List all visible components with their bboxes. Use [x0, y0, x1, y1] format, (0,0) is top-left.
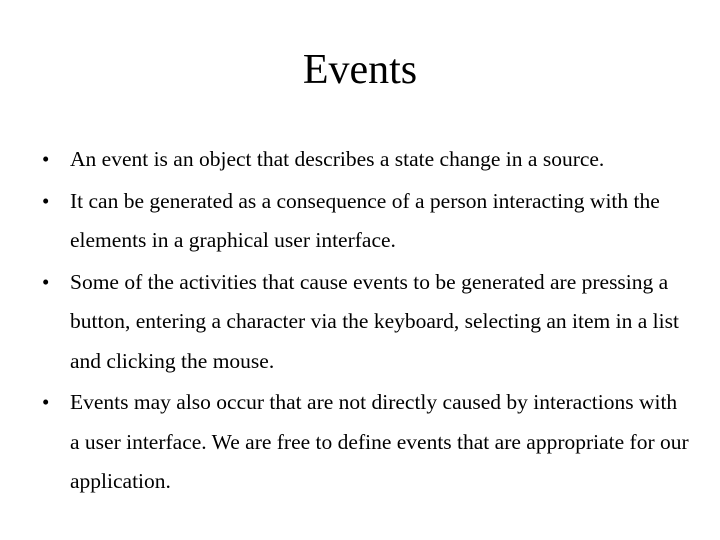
bullet-item	[0, 182, 720, 261]
bullet-item	[0, 263, 720, 382]
slide-title: Events	[302, 47, 418, 93]
bullet-item	[0, 383, 720, 502]
bullet-item	[0, 140, 720, 180]
bullet-text: It can be generated as a consequence of a person interacting with the elements in a graphical user interface.	[70, 188, 660, 252]
bullet-list	[0, 140, 720, 504]
bullet-text: Events may also occur that are not directly caused by interactions with a user interface. We are free to define events that are appropriate for our application.	[70, 390, 689, 493]
bullet-text: Some of the activities that cause events to be generated are pressing a button, entering a character via the keyboard, selecting an item in a list and clicking the mouse.	[70, 269, 679, 373]
bullet-icon: •	[42, 390, 50, 414]
bullet-icon: •	[42, 269, 50, 294]
bullet-icon: •	[42, 147, 50, 171]
bullet-text: An event is an object that describes a state change in a source.	[70, 147, 605, 171]
bullet-icon: •	[42, 188, 50, 213]
